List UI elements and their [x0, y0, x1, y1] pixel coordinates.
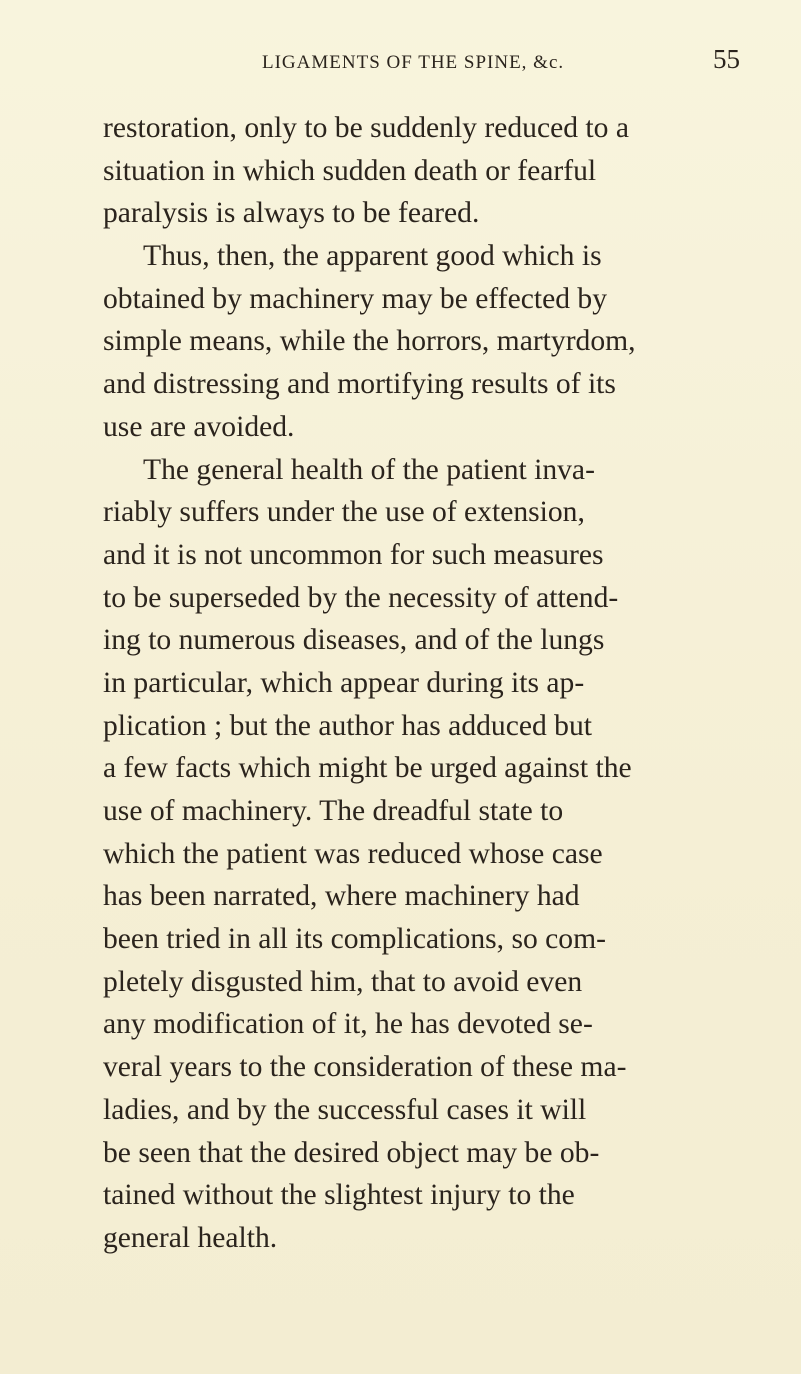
page-number: 55 [713, 44, 740, 74]
text-line: plication ; but the author has adduced but [103, 709, 592, 742]
text-line: general health. [103, 1221, 278, 1254]
text-line: ladies, and by the successful cases it will [103, 1093, 587, 1126]
text-line: paralysis is always to be feared. [103, 197, 480, 230]
text-line: which the patient was reduced whose case [103, 837, 603, 870]
text-line: has been narrated, where machinery had [103, 880, 580, 913]
text-line: pletely disgusted him, that to avoid even [103, 965, 583, 998]
body-text [103, 107, 793, 1260]
text-line: situation in which sudden death or fearful [103, 154, 597, 187]
text-line: riably suffers under the use of extension, [103, 496, 585, 529]
text-line: simple means, while the horrors, martyrdom, [103, 325, 636, 358]
text-line: any modification of it, he has devoted se- [103, 1008, 593, 1041]
text-line: to be superseded by the necessity of attend- [103, 581, 619, 614]
text-line: ing to numerous diseases, and of the lungs [103, 624, 605, 657]
text-line: obtained by machinery may be effected by [103, 282, 607, 315]
text-line: and it is not uncommon for such measures [103, 538, 604, 571]
text-line: use of machinery. The dreadful state to [103, 795, 564, 827]
paragraph-start-line: Thus, then, the apparent good which is [143, 240, 602, 273]
text-line: a few facts which might be urged against the [103, 752, 632, 785]
text-line: use are avoided. [103, 410, 295, 443]
text-line: veral years to the consideration of these ma- [103, 1051, 627, 1084]
text-line: in particular, which appear during its ap- [103, 666, 585, 699]
paragraph-start-line: The general health of the patient inva- [143, 453, 595, 486]
text-line: been tried in all its complications, so com- [103, 923, 606, 956]
text-line: be seen that the desired object may be ob- [103, 1136, 600, 1169]
text-line: tained without the slightest injury to the [103, 1179, 575, 1212]
text-line: and distressing and mortifying results of its [103, 368, 616, 401]
running-header: LIGAMENTS OF THE SPINE, &c. [262, 52, 565, 73]
text-line: restoration, only to be suddenly reduced to a [103, 112, 629, 144]
